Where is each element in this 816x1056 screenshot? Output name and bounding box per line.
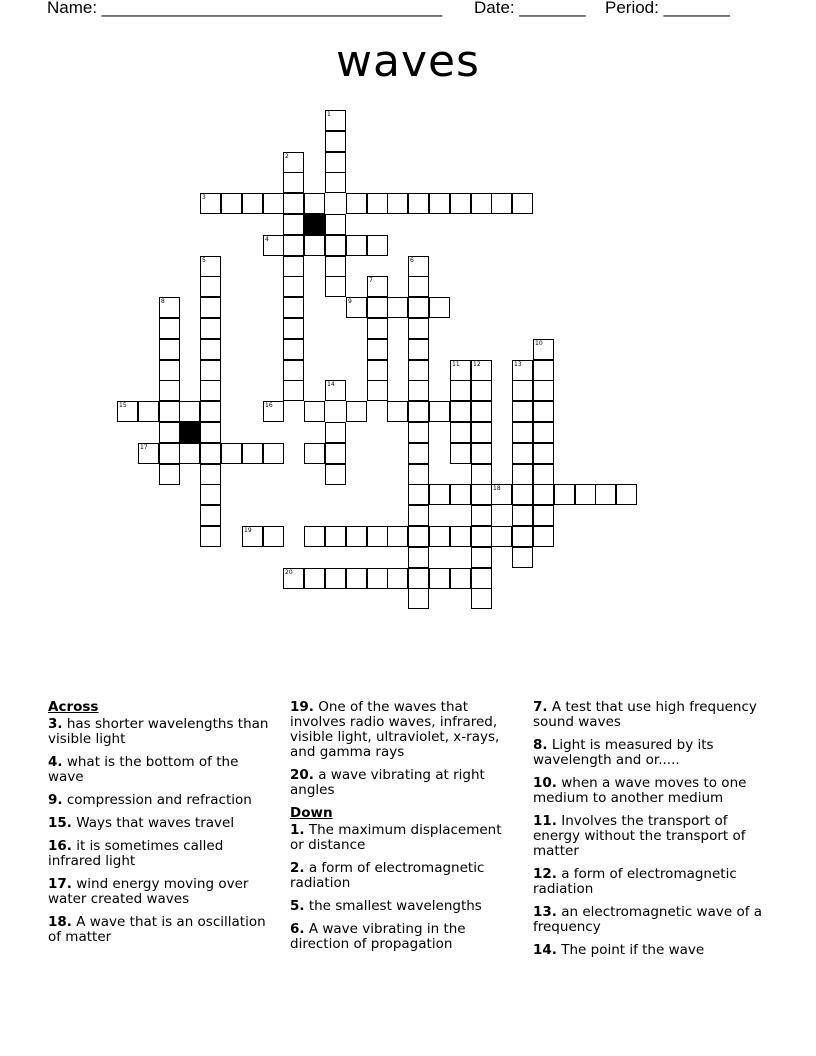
crossword-cell[interactable] — [471, 360, 492, 381]
crossword-cell[interactable] — [221, 193, 242, 214]
crossword-cell[interactable] — [283, 360, 304, 381]
clue-number: 8. — [533, 737, 548, 753]
crossword-cell[interactable] — [408, 297, 429, 318]
clue-item — [48, 717, 270, 747]
crossword-cell[interactable] — [471, 401, 492, 422]
crossword-cell[interactable] — [491, 526, 512, 547]
clue-text: a form of electromagnetic radiation — [533, 866, 737, 897]
crossword-cell[interactable] — [367, 276, 388, 297]
clue-text: The maximum displacement or distance — [290, 822, 502, 853]
crossword-cell[interactable] — [200, 380, 221, 401]
crossword-cell[interactable] — [408, 380, 429, 401]
crossword-cell[interactable] — [200, 526, 221, 547]
clue-item — [533, 814, 763, 859]
crossword-cell[interactable] — [346, 193, 367, 214]
crossword-cell[interactable] — [159, 422, 180, 443]
crossword-cell[interactable] — [429, 401, 450, 422]
clue-number: 2. — [290, 860, 305, 876]
clue-number: 7. — [533, 699, 548, 715]
crossword-cell[interactable] — [512, 193, 533, 214]
crossword-cell[interactable] — [575, 484, 596, 505]
clue-text: Ways that waves travel — [76, 815, 235, 831]
crossword-block — [179, 422, 200, 443]
clue-item — [290, 861, 518, 891]
crossword-cell[interactable] — [471, 422, 492, 443]
crossword-cell[interactable] — [471, 588, 492, 609]
clue-text: a form of electromagnetic radiation — [290, 860, 485, 891]
clue-text: a wave vibrating at right angles — [290, 767, 485, 798]
crossword-cell[interactable] — [367, 568, 388, 589]
crossword-cell[interactable] — [263, 443, 284, 464]
crossword-cell[interactable] — [408, 339, 429, 360]
crossword-cell[interactable] — [512, 401, 533, 422]
crossword-cell[interactable] — [263, 235, 284, 256]
clue-text: Light is measured by its wavelength and or..... — [533, 737, 714, 768]
crossword-cell[interactable] — [429, 526, 450, 547]
crossword-cell[interactable] — [159, 464, 180, 485]
crossword-cell[interactable] — [367, 526, 388, 547]
clue-item — [48, 877, 270, 907]
crossword-cell[interactable] — [200, 297, 221, 318]
clue-item — [290, 922, 518, 952]
crossword-cell[interactable] — [533, 380, 554, 401]
crossword-cell[interactable] — [429, 484, 450, 505]
crossword-cell[interactable] — [200, 484, 221, 505]
crossword-cell[interactable] — [533, 464, 554, 485]
clue-number: 18 — [493, 485, 501, 492]
crossword-cell[interactable] — [242, 526, 263, 547]
crossword-cell[interactable] — [325, 131, 346, 152]
crossword-cell[interactable] — [200, 256, 221, 277]
clue-item — [533, 943, 763, 958]
clue-item — [533, 776, 763, 806]
clue-item — [290, 823, 518, 853]
crossword-cell[interactable] — [200, 339, 221, 360]
clue-number: 19 — [244, 527, 252, 534]
crossword-cell[interactable] — [179, 401, 200, 422]
crossword-cell[interactable] — [512, 484, 533, 505]
clue-number: 4. — [48, 754, 63, 770]
crossword-cell[interactable] — [450, 484, 471, 505]
crossword-cell[interactable] — [263, 193, 284, 214]
crossword-cell[interactable] — [533, 339, 554, 360]
crossword-cell[interactable] — [533, 401, 554, 422]
crossword-cell[interactable] — [512, 526, 533, 547]
crossword-cell[interactable] — [471, 505, 492, 526]
crossword-cell[interactable] — [450, 422, 471, 443]
crossword-cell[interactable] — [471, 547, 492, 568]
crossword-cell[interactable] — [200, 276, 221, 297]
crossword-cell[interactable] — [408, 256, 429, 277]
clue-number: 15. — [48, 815, 72, 831]
clue-number: 14 — [327, 381, 335, 388]
clue-item — [533, 905, 763, 935]
crossword-cell[interactable] — [283, 568, 304, 589]
clue-number: 3. — [48, 716, 63, 732]
clue-number: 7 — [369, 277, 373, 284]
crossword-cell[interactable] — [471, 568, 492, 589]
clue-number: 18. — [48, 914, 72, 930]
crossword-cell[interactable] — [283, 172, 304, 193]
clue-item — [533, 738, 763, 768]
crossword-cell[interactable] — [450, 526, 471, 547]
crossword-cell[interactable] — [367, 380, 388, 401]
crossword-cell[interactable] — [283, 339, 304, 360]
clue-number: 10 — [535, 340, 543, 347]
page-title: waves — [336, 36, 480, 87]
crossword-cell[interactable] — [346, 526, 367, 547]
crossword-cell[interactable] — [179, 443, 200, 464]
crossword-cell[interactable] — [471, 443, 492, 464]
crossword-cell[interactable] — [304, 235, 325, 256]
crossword-cell[interactable] — [159, 318, 180, 339]
crossword-cell[interactable] — [325, 568, 346, 589]
clue-number: 6 — [410, 257, 414, 264]
crossword-cell[interactable] — [242, 443, 263, 464]
clue-item — [48, 915, 270, 945]
clue-number: 2 — [285, 153, 289, 160]
date-field[interactable]: Date: _______ — [474, 0, 586, 17]
crossword-cell[interactable] — [471, 464, 492, 485]
crossword-cell[interactable] — [533, 526, 554, 547]
crossword-cell[interactable] — [304, 401, 325, 422]
crossword-cell[interactable] — [408, 193, 429, 214]
crossword-cell[interactable] — [408, 526, 429, 547]
crossword-cell[interactable] — [408, 547, 429, 568]
crossword-cell[interactable] — [200, 401, 221, 422]
crossword-cell[interactable] — [159, 380, 180, 401]
crossword-cell[interactable] — [325, 422, 346, 443]
crossword-cell[interactable] — [512, 443, 533, 464]
clue-number: 12 — [473, 361, 481, 368]
crossword-cell[interactable] — [200, 193, 221, 214]
crossword-cell[interactable] — [367, 297, 388, 318]
crossword-cell[interactable] — [325, 276, 346, 297]
clue-number: 3 — [202, 194, 206, 201]
crossword-cell[interactable] — [616, 484, 637, 505]
crossword-cell[interactable] — [408, 505, 429, 526]
crossword-cell[interactable] — [450, 380, 471, 401]
clues-column-1 — [48, 700, 270, 953]
crossword-cell[interactable] — [533, 422, 554, 443]
crossword-cell[interactable] — [159, 360, 180, 381]
crossword-cell[interactable] — [595, 484, 616, 505]
crossword-block — [304, 214, 325, 235]
crossword-cell[interactable] — [117, 401, 138, 422]
name-field[interactable]: Name: ____________________________________ — [47, 0, 443, 17]
crossword-cell[interactable] — [221, 443, 242, 464]
clue-number: 16. — [48, 838, 72, 854]
clue-text: One of the waves that involves radio waves, infrared, visible light, ultraviolet, x-rays, and gamma rays — [290, 699, 500, 760]
crossword-cell[interactable] — [408, 318, 429, 339]
crossword-cell[interactable] — [346, 235, 367, 256]
clue-text: has shorter wavelengths than visible light — [48, 716, 269, 747]
crossword-cell[interactable] — [533, 484, 554, 505]
down-heading: Down — [290, 805, 333, 821]
clue-item — [533, 867, 763, 897]
crossword-cell[interactable] — [387, 297, 408, 318]
crossword-cell[interactable] — [325, 526, 346, 547]
crossword-cell[interactable] — [283, 297, 304, 318]
clue-number: 16 — [265, 402, 273, 409]
crossword-cell[interactable] — [325, 256, 346, 277]
clue-number: 8 — [161, 298, 165, 305]
clue-text: compression and refraction — [66, 792, 252, 808]
clue-number: 20. — [290, 767, 314, 783]
clue-number: 13 — [514, 361, 522, 368]
crossword-cell[interactable] — [263, 401, 284, 422]
crossword-cell[interactable] — [200, 443, 221, 464]
clue-text: what is the bottom of the wave — [48, 754, 239, 785]
crossword-cell[interactable] — [533, 360, 554, 381]
crossword-cell[interactable] — [450, 193, 471, 214]
clue-number: 17 — [140, 444, 148, 451]
clue-item — [48, 793, 270, 808]
crossword-cell[interactable] — [283, 235, 304, 256]
clue-item — [290, 768, 518, 798]
crossword-cell[interactable] — [450, 568, 471, 589]
clue-number: 9 — [348, 298, 352, 305]
clue-number: 13. — [533, 904, 557, 920]
crossword-cell[interactable] — [471, 484, 492, 505]
crossword-cell[interactable] — [325, 110, 346, 131]
crossword-cell[interactable] — [283, 152, 304, 173]
crossword-cell[interactable] — [429, 568, 450, 589]
clue-number: 1 — [327, 111, 331, 118]
clue-number: 9. — [48, 792, 63, 808]
crossword-cell[interactable] — [387, 526, 408, 547]
crossword-cell[interactable] — [387, 401, 408, 422]
crossword-cell[interactable] — [325, 380, 346, 401]
clue-item — [48, 816, 270, 831]
crossword-cell[interactable] — [408, 568, 429, 589]
crossword-cell[interactable] — [367, 235, 388, 256]
clue-number: 10. — [533, 775, 557, 791]
crossword-cell[interactable] — [512, 464, 533, 485]
crossword-cell[interactable] — [304, 568, 325, 589]
crossword-cell[interactable] — [200, 422, 221, 443]
crossword-cell[interactable] — [325, 172, 346, 193]
clue-item — [533, 700, 763, 730]
clue-number: 19. — [290, 699, 314, 715]
clue-text: The point if the wave — [561, 942, 705, 958]
crossword-cell[interactable] — [325, 464, 346, 485]
crossword-cell[interactable] — [491, 193, 512, 214]
crossword-cell[interactable] — [283, 193, 304, 214]
crossword-cell[interactable] — [138, 443, 159, 464]
crossword-cell[interactable] — [325, 214, 346, 235]
clue-number: 4 — [265, 236, 269, 243]
crossword-cell[interactable] — [346, 568, 367, 589]
crossword-cell[interactable] — [367, 339, 388, 360]
clue-number: 15 — [119, 402, 127, 409]
clues-column-2 — [290, 700, 518, 960]
clue-number: 6. — [290, 921, 305, 937]
clue-item — [290, 899, 518, 914]
clue-text: A wave vibrating in the direction of propagation — [290, 921, 466, 952]
clue-number: 11 — [452, 361, 460, 368]
crossword-cell[interactable] — [387, 568, 408, 589]
crossword-cell[interactable] — [200, 505, 221, 526]
crossword-cell[interactable] — [159, 443, 180, 464]
crossword-cell[interactable] — [304, 526, 325, 547]
clue-text: it is sometimes called infrared light — [48, 838, 224, 869]
crossword-cell[interactable] — [429, 193, 450, 214]
crossword-cell[interactable] — [367, 360, 388, 381]
crossword-cell[interactable] — [408, 276, 429, 297]
clue-text: A wave that is an oscillation of matter — [48, 914, 266, 945]
clues-column-3 — [533, 700, 763, 966]
crossword-cell[interactable] — [533, 443, 554, 464]
clue-text: when a wave moves to one medium to another medium — [533, 775, 747, 806]
crossword-cell[interactable] — [512, 547, 533, 568]
crossword-cell[interactable] — [159, 339, 180, 360]
crossword-cell[interactable] — [283, 276, 304, 297]
crossword-cell[interactable] — [471, 526, 492, 547]
clue-text: the smallest wavelengths — [308, 898, 482, 914]
crossword-cell[interactable] — [367, 193, 388, 214]
crossword-cell[interactable] — [200, 318, 221, 339]
crossword-cell[interactable] — [408, 464, 429, 485]
crossword-cell[interactable] — [346, 401, 367, 422]
crossword-cell[interactable] — [450, 360, 471, 381]
crossword-cell[interactable] — [512, 380, 533, 401]
crossword-cell[interactable] — [387, 193, 408, 214]
clue-number: 1. — [290, 822, 305, 838]
crossword-cell[interactable] — [408, 360, 429, 381]
clue-text: an electromagnetic wave of a frequency — [533, 904, 763, 935]
crossword-cell[interactable] — [138, 401, 159, 422]
clue-item — [48, 839, 270, 869]
clue-text: wind energy moving over water created waves — [48, 876, 249, 907]
crossword-cell[interactable] — [408, 443, 429, 464]
crossword-cell[interactable] — [304, 193, 325, 214]
crossword-cell[interactable] — [283, 214, 304, 235]
crossword-cell[interactable] — [512, 422, 533, 443]
crossword-cell[interactable] — [471, 380, 492, 401]
crossword-cell[interactable] — [471, 193, 492, 214]
clue-text: A test that use high frequency sound waves — [533, 699, 757, 730]
crossword-cell[interactable] — [408, 484, 429, 505]
crossword-cell[interactable] — [512, 505, 533, 526]
crossword-cell[interactable] — [491, 484, 512, 505]
crossword-cell[interactable] — [200, 360, 221, 381]
crossword-cell[interactable] — [408, 401, 429, 422]
clue-item — [48, 755, 270, 785]
crossword-cell[interactable] — [283, 256, 304, 277]
crossword-cell[interactable] — [283, 318, 304, 339]
clue-item — [290, 700, 518, 760]
clue-number: 5. — [290, 898, 305, 914]
crossword-cell[interactable] — [346, 297, 367, 318]
clue-number: 14. — [533, 942, 557, 958]
across-heading: Across — [48, 699, 99, 715]
crossword-cell[interactable] — [325, 443, 346, 464]
crossword-cell[interactable] — [512, 360, 533, 381]
crossword-cell[interactable] — [533, 505, 554, 526]
crossword-cell[interactable] — [159, 401, 180, 422]
crossword-cell[interactable] — [367, 318, 388, 339]
crossword-cell[interactable] — [408, 422, 429, 443]
crossword-cell[interactable] — [429, 297, 450, 318]
clue-number: 20 — [285, 569, 293, 576]
clue-text: Involves the transport of energy without the transport of matter — [533, 813, 746, 859]
crossword-cell[interactable] — [408, 588, 429, 609]
crossword-cell[interactable] — [263, 526, 284, 547]
crossword-cell[interactable] — [554, 484, 575, 505]
crossword-cell[interactable] — [325, 152, 346, 173]
clue-number: 5 — [202, 257, 206, 264]
crossword-cell[interactable] — [450, 401, 471, 422]
crossword-cell[interactable] — [283, 380, 304, 401]
crossword-cell[interactable] — [200, 464, 221, 485]
period-field[interactable]: Period: _______ — [605, 0, 730, 17]
clue-number: 11. — [533, 813, 557, 829]
crossword-cell[interactable] — [304, 443, 325, 464]
crossword-cell[interactable] — [450, 443, 471, 464]
crossword-cell[interactable] — [242, 193, 263, 214]
clue-number: 17. — [48, 876, 72, 892]
crossword-cell[interactable] — [159, 297, 180, 318]
crossword-cell[interactable] — [325, 235, 346, 256]
clue-number: 12. — [533, 866, 557, 882]
